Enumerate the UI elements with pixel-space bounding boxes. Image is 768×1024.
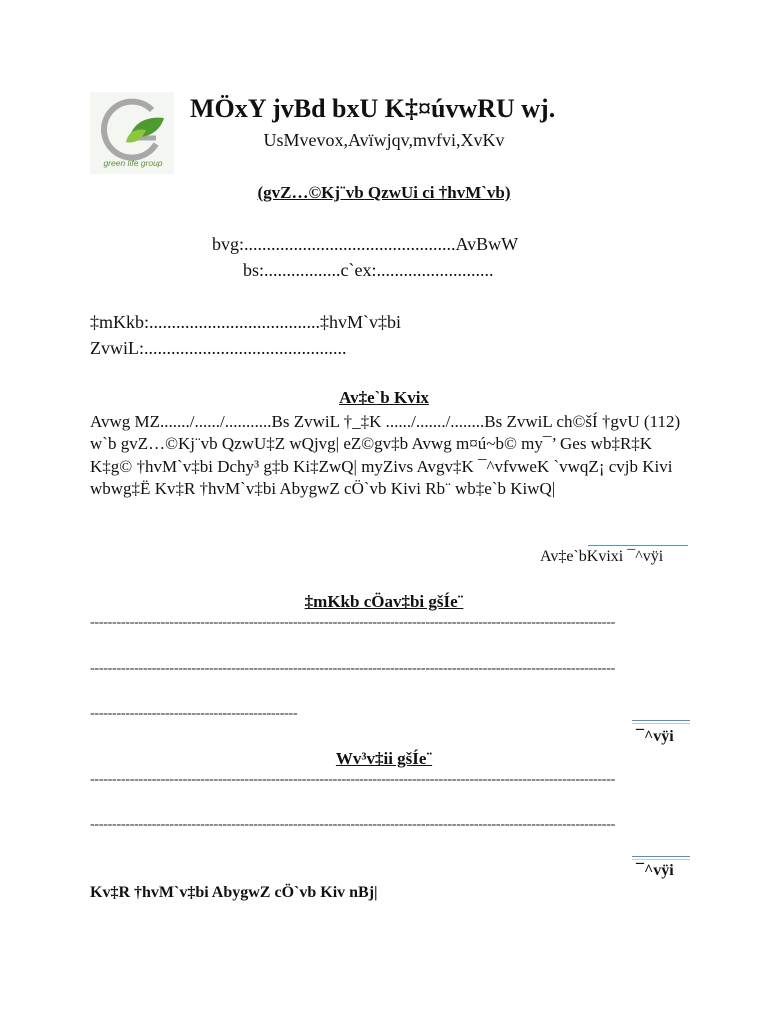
section-head-signature-label: ¯^vÿi: [636, 728, 674, 745]
section-head-line-2: -----------------------------------------------------------------------------------------------------------------------: [90, 661, 616, 676]
section-head-comment-heading: ‡mKkb cÖav‡bi gšÍe¨: [304, 592, 464, 611]
section-head-signature-line-shadow: [632, 723, 690, 724]
section-head-line-1: -----------------------------------------------------------------------------------------------------------------------: [90, 615, 616, 630]
doctor-line-1: -----------------------------------------------------------------------------------------------------------------------: [90, 772, 616, 787]
section-joining-field: ‡mKkb:......................................‡hvM`v‡bi: [90, 312, 402, 332]
approval-statement: Kv‡R †hvM`v‡bi AbygwZ cÖ`vb Kiv nBj|: [90, 884, 378, 901]
logo-caption: green life group: [103, 158, 163, 168]
application-body: Avwg MZ......./....../...........Bs ZvwiL †_‡K ....../......./........Bs ZvwiL ch©šÍ †gvU (112) w`b gvZ…©Kj¨vb QzwU‡Z wQjvg| eZ©gv‡b Avwg m¤ú~b© my¯’ Ges wb‡R‡K K‡g© †hvM`v‡bi Dchy³ g‡b Ki‡ZwQ| myZivs Avgv‡K ¯^vfvweK `vwqZ¡ cvjb Kivi wbwg‡Ë Kv‡R †hvM`v‡bi AbygwZ cÖ`vb Kivi Rb¨ wb‡e`b KiwQ|: [90, 412, 681, 499]
date-field: ZvwiL:.............................................: [90, 338, 347, 358]
doctor-line-2: -----------------------------------------------------------------------------------------------------------------------: [90, 817, 616, 832]
doctor-comment-heading: Wv³v‡ii gšÍe¨: [335, 749, 433, 768]
number-designation-field: bs:.................c`ex:..........................: [243, 260, 494, 280]
company-title: MÖxY jvBd bxU K‡¤úvwRU wj.: [190, 94, 556, 123]
name-id-field: bvg:...............................................AvBwW: [212, 234, 519, 254]
section-head-signature-line: [632, 720, 690, 721]
applicant-signature-line: [588, 545, 688, 546]
doctor-signature-label: ¯^vÿi: [636, 862, 674, 879]
doctor-signature-line-shadow: [632, 859, 690, 860]
applicant-signature-label: Av‡e`bKvixi ¯^vÿi: [540, 548, 664, 565]
section-head-line-3: -----------------------------------------------: [90, 706, 298, 721]
company-address: UsMvevox,Avïwjqv,mvfvi,XvKv: [263, 130, 505, 150]
doctor-signature-line: [632, 856, 690, 857]
applicant-heading: Av‡e`b Kvix: [339, 388, 429, 407]
form-title: (gvZ…©Kj¨vb QzwUi ci †hvM`vb): [257, 183, 511, 202]
